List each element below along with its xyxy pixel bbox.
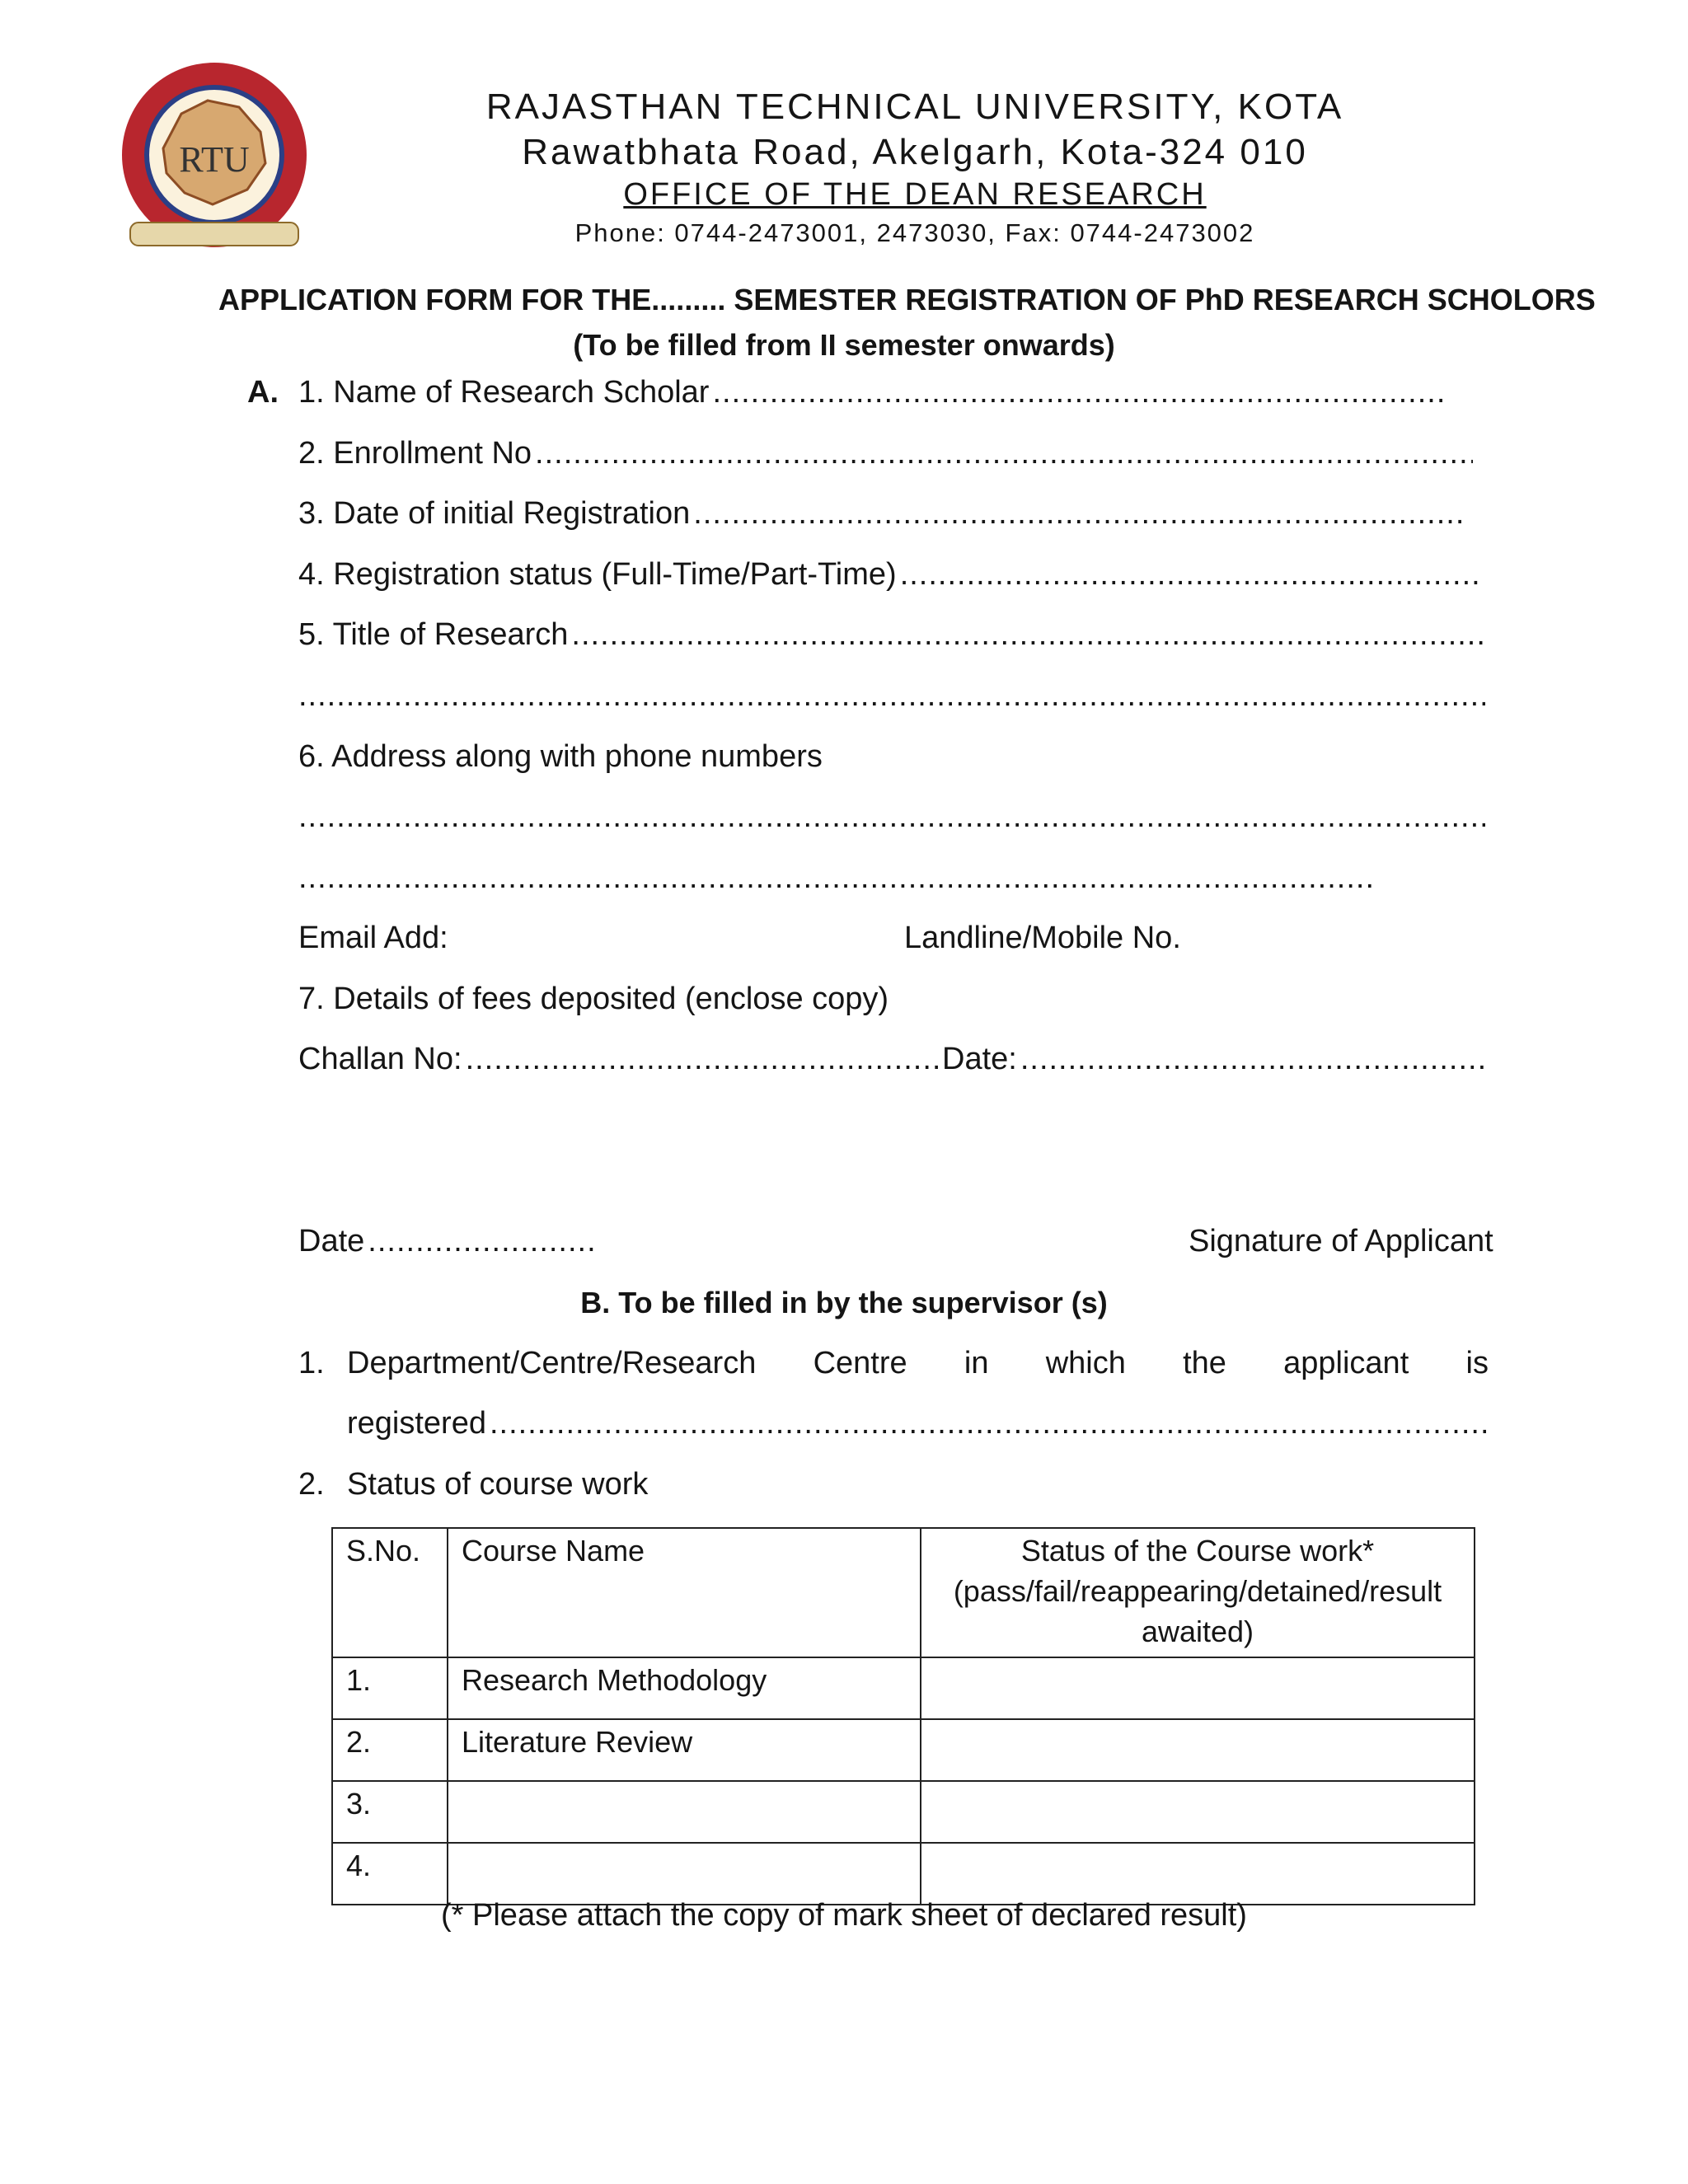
course-work-label: Status of course work (347, 1467, 649, 1502)
header-status: Status of the Course work* (pass/fail/reappearing/detained/result awaited) (921, 1528, 1475, 1657)
university-address: Rawatbhata Road, Akelgarh, Kota-324 010 (522, 132, 1308, 172)
form-title: APPLICATION FORM FOR THE......... SEMESTER REGISTRATION OF PhD RESEARCH SCHOLORS (218, 283, 1596, 316)
research-title-field[interactable]: 5. Title of Research ..... (298, 617, 1485, 653)
address-line-1[interactable] (298, 799, 1485, 835)
cell-sno: 4. (332, 1843, 448, 1905)
university-name: RAJASTHAN TECHNICAL UNIVERSITY, KOTA (485, 87, 1344, 127)
section-b-heading: B. To be filled in by the supervisor (s) (580, 1286, 1108, 1319)
name-field[interactable]: 1. Name of Research Scholar ..... (298, 375, 1444, 410)
mobile-label: Landline/Mobile No. (904, 921, 1181, 955)
b-item2-number: 2. (298, 1467, 325, 1502)
header-sno: S.No. (332, 1528, 448, 1657)
cell-course[interactable] (448, 1843, 921, 1905)
table-row (332, 1781, 1475, 1843)
department-field[interactable]: registered ..... (347, 1406, 1486, 1441)
cell-course: Research Methodology (448, 1657, 921, 1719)
cell-sno: 2. (332, 1719, 448, 1781)
cell-status[interactable] (921, 1843, 1475, 1905)
section-a-marker: A. (247, 375, 279, 410)
header-course-name: Course Name (448, 1528, 921, 1657)
course-work-table (331, 1527, 1475, 1905)
email-label: Email Add: (298, 921, 448, 955)
table-row (332, 1657, 1475, 1719)
cell-status[interactable] (921, 1657, 1475, 1719)
cell-course: Literature Review (448, 1719, 921, 1781)
cell-sno: 3. (332, 1781, 448, 1843)
initial-registration-date-field[interactable]: 3. Date of initial Registration ..... (298, 496, 1467, 532)
university-logo (115, 58, 313, 264)
b-item1-number: 1. (298, 1346, 325, 1380)
footnote: (* Please attach the copy of mark sheet of declared result) (441, 1898, 1247, 1933)
cell-course[interactable] (448, 1781, 921, 1843)
challan-no-field[interactable]: Challan No: ..... (298, 1042, 942, 1077)
phone-line: Phone: 0744-2473001, 2473030, Fax: 0744-2473002 (574, 218, 1255, 247)
fees-label: 7. Details of fees deposited (enclose copy) (298, 982, 889, 1016)
form-subtitle: (To be filled from II semester onwards) (573, 328, 1115, 362)
table-row (332, 1843, 1475, 1905)
applicant-date-field[interactable]: Date ..... (298, 1224, 599, 1259)
department-line: Department/Centre/Research Centre in which the applicant is (347, 1346, 1489, 1380)
enrollment-field[interactable]: 2. Enrollment No ..... (298, 436, 1473, 471)
table-header-row (332, 1528, 1475, 1657)
applicant-signature-label: Signature of Applicant (1189, 1224, 1493, 1258)
cell-status[interactable] (921, 1781, 1475, 1843)
cell-status[interactable] (921, 1719, 1475, 1781)
office-name: OFFICE OF THE DEAN RESEARCH (623, 177, 1207, 212)
address-label: 6. Address along with phone numbers (298, 739, 823, 774)
registration-status-field[interactable]: 4. Registration status (Full-Time/Part-Time) ..... (298, 557, 1481, 593)
table-row (332, 1719, 1475, 1781)
research-title-continuation[interactable] (298, 678, 1485, 714)
challan-date-field[interactable]: Date: ..... (942, 1042, 1486, 1077)
cell-sno: 1. (332, 1657, 448, 1719)
logo-text: RTU (179, 139, 250, 180)
address-line-2[interactable] (298, 860, 1372, 896)
